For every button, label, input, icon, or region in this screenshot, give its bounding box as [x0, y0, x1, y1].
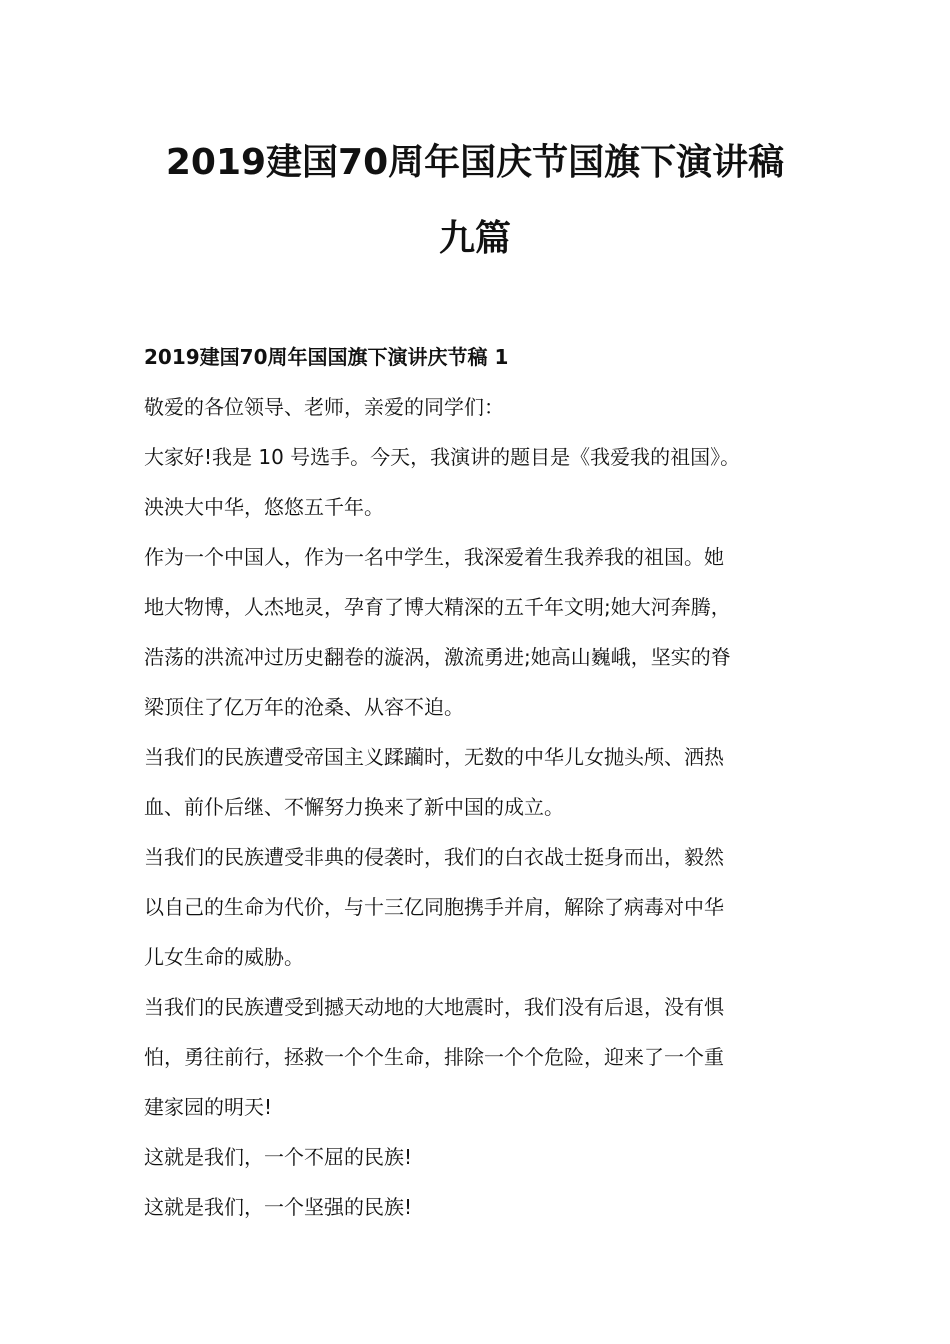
body-line: 当我们的民族遭受到撼天动地的大地震时，我们没有后退，没有惧: [144, 995, 724, 1019]
document-title-line-1: 2019建国70周年国庆节国旗下演讲稿: [165, 142, 785, 183]
document-title-line-2: 九篇: [438, 218, 511, 259]
body-line: 浩荡的洪流冲过历史翻卷的漩涡，激流勇进;她高山巍峨，坚实的脊: [144, 645, 731, 669]
body-line: 建家园的明天!: [144, 1095, 273, 1119]
body-line: 以自己的生命为代价，与十三亿同胞携手并肩，解除了病毒对中华: [144, 895, 724, 919]
body-line: 血、前仆后继、不懈努力换来了新中国的成立。: [144, 795, 564, 819]
body-line: 这就是我们，一个不屈的民族!: [144, 1145, 413, 1169]
body-line: 泱泱大中华，悠悠五千年。: [144, 495, 384, 519]
body-line: 当我们的民族遭受帝国主义蹂躏时，无数的中华儿女抛头颅、洒热: [144, 745, 724, 769]
body-line: 这就是我们，一个坚强的民族!: [144, 1195, 413, 1219]
body-line: 梁顶住了亿万年的沧桑、从容不迫。: [144, 695, 464, 719]
body-line: 儿女生命的威胁。: [144, 945, 304, 969]
section-heading: 2019建国70周年国国旗下演讲庆节稿 1: [144, 345, 509, 369]
body-line: 怕，勇往前行，拯救一个个生命，排除一个个危险，迎来了一个重: [144, 1045, 724, 1069]
body-line: 地大物博，人杰地灵，孕育了博大精深的五千年文明;她大河奔腾，: [144, 595, 731, 619]
body-line: 敬爱的各位领导、老师，亲爱的同学们：: [144, 395, 504, 419]
document-body: [144, 332, 824, 1232]
body-line: 当我们的民族遭受非典的侵袭时，我们的白衣战士挺身而出，毅然: [144, 845, 724, 869]
body-line: 作为一个中国人，作为一名中学生，我深爱着生我养我的祖国。她: [144, 545, 724, 569]
body-line: 大家好!我是 10 号选手。今天，我演讲的题目是《我爱我的祖国》。: [144, 445, 741, 469]
